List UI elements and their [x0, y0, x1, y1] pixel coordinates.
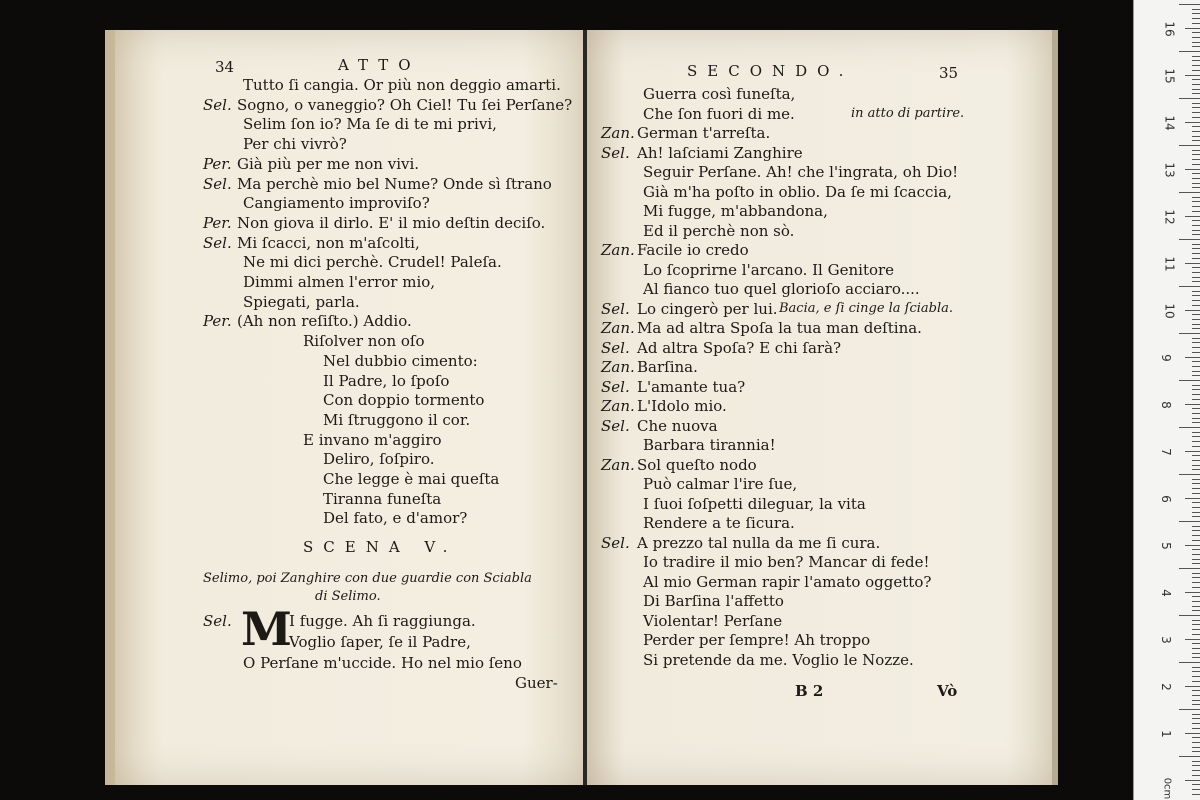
ruler-tick: [1179, 474, 1200, 475]
verse-line: (Ah non reſiſto.) Addio.: [237, 312, 412, 331]
ruler-tick: [1192, 220, 1200, 221]
verse-line: Violentar! Perſane: [643, 611, 783, 630]
speaker-label: Per.: [203, 154, 232, 173]
ruler-tick: [1192, 234, 1200, 235]
verse-line: L'Idolo mio.: [637, 397, 727, 415]
verse-line: Barſina.: [637, 358, 698, 376]
ruler-number: 8: [1158, 401, 1173, 409]
stage-direction: in atto di partire.: [851, 105, 965, 121]
ruler-tick: [1192, 441, 1200, 442]
verse-line: Sogno, o vaneggio? Oh Ciel! Tu ſei Perſane?: [237, 95, 573, 114]
ruler-tick: [1192, 361, 1200, 362]
verse-line: Guerra così funeſta,: [643, 85, 796, 103]
ruler-tick: [1192, 338, 1200, 339]
ruler-tick: [1192, 695, 1200, 696]
ruler-tick: [1192, 657, 1200, 658]
verse-line: O Perſane m'uccide. Ho nel mio ſeno: [243, 654, 522, 672]
ruler-tick: [1192, 230, 1200, 231]
ruler-unit-label: 0cm: [1161, 777, 1173, 800]
ruler-tick: [1192, 206, 1200, 207]
ruler-tick: [1185, 28, 1200, 29]
ruler-tick: [1192, 244, 1200, 245]
ruler-tick: [1185, 216, 1200, 217]
ruler-tick: [1192, 371, 1200, 372]
ruler-number: 3: [1158, 636, 1173, 644]
ruler-tick: [1179, 286, 1200, 287]
catchword: Vò: [937, 682, 958, 700]
verse-line: Ma perchè mio bel Nume? Onde sì ſtrano: [237, 174, 552, 193]
ruler-tick: [1192, 399, 1200, 400]
verse-line: Tutto ſi cangia. Or più non deggio amarti.: [243, 76, 561, 94]
verse-line: I ſuoi ſoſpetti dileguar, la vita: [643, 494, 866, 513]
verse-line: German t'arreſta.: [637, 124, 771, 142]
ruler-tick: [1192, 789, 1200, 790]
ruler-tick: [1192, 197, 1200, 198]
ruler-tick: [1192, 408, 1200, 409]
verse-line: Lo ſcoprirne l'arcano. Il Genitore: [643, 260, 895, 279]
verse-line: Non giova il dirlo. E' il mio deſtin deciſo.: [237, 213, 546, 232]
ruler-tick: [1192, 700, 1200, 701]
speaker-label: Sel.: [601, 143, 630, 162]
ruler-tick: [1192, 164, 1200, 165]
ruler-tick: [1192, 300, 1200, 301]
speaker-label: Zan.: [601, 358, 635, 376]
scene-heading: SCENA V.: [303, 538, 458, 556]
ruler-number: 5: [1158, 542, 1173, 550]
ruler-tick: [1192, 347, 1200, 348]
ruler-tick: [1185, 169, 1200, 170]
ruler-tick: [1192, 248, 1200, 249]
ruler-tick: [1192, 723, 1200, 724]
verse-line: E invano m'aggiro: [303, 430, 442, 449]
verse-line: Mi ſcacci, non m'aſcolti,: [237, 233, 420, 252]
ruler-tick: [1192, 610, 1200, 611]
ruler-tick: [1192, 258, 1200, 259]
ruler-tick: [1192, 112, 1200, 113]
ruler-tick: [1192, 794, 1200, 795]
ruler-tick: [1192, 671, 1200, 672]
verse-line: Seguir Perſane. Ah! che l'ingrata, oh Dio!: [643, 163, 959, 181]
verse-line: Per chi vivrò?: [243, 135, 347, 154]
ruler-tick: [1192, 79, 1200, 80]
ruler-tick: [1185, 310, 1200, 311]
ruler-tick: [1192, 56, 1200, 57]
ruler-tick: [1192, 601, 1200, 602]
ruler-tick: [1192, 507, 1200, 508]
verse-line: Tiranna funeſta: [323, 489, 442, 508]
verse-line: Barbara tirannia!: [643, 436, 776, 454]
stage-direction: di Selimo.: [315, 589, 381, 604]
verse-line: Mi ſtruggono il cor.: [323, 410, 471, 429]
ruler-tick: [1192, 483, 1200, 484]
verse-line: Deliro, ſoſpiro.: [323, 450, 435, 469]
ruler-tick: [1192, 648, 1200, 649]
ruler-tick: [1185, 122, 1200, 123]
ruler-tick: [1192, 117, 1200, 118]
ruler-tick: [1192, 493, 1200, 494]
ruler-number: 11: [1162, 256, 1177, 272]
speaker-label: Sel.: [203, 233, 232, 252]
speaker-label: Sel.: [203, 95, 232, 114]
ruler-tick: [1192, 761, 1200, 762]
ruler-tick: [1192, 516, 1200, 517]
catchword: Guer-: [515, 674, 558, 692]
ruler-tick: [1192, 488, 1200, 489]
ruler-tick: [1192, 526, 1200, 527]
ruler-tick: [1192, 314, 1200, 315]
verse-line: Ah! laſciami Zanghire: [637, 143, 803, 162]
ruler-tick: [1192, 784, 1200, 785]
ruler-tick: [1192, 549, 1200, 550]
ruler-tick: [1192, 267, 1200, 268]
ruler-tick: [1192, 653, 1200, 654]
speaker-label: Zan.: [601, 455, 635, 474]
speaker-label: Zan.: [601, 241, 635, 259]
ruler-tick: [1192, 535, 1200, 536]
ruler-tick: [1192, 436, 1200, 437]
measurement-ruler: [1133, 0, 1200, 800]
ruler-tick: [1192, 187, 1200, 188]
speaker-label: Sel.: [601, 533, 630, 552]
ruler-tick: [1185, 592, 1200, 593]
running-head-right: SECONDO.: [687, 62, 854, 80]
ruler-tick: [1192, 89, 1200, 90]
ruler-tick: [1192, 385, 1200, 386]
verse-line: I fugge. Ah ſi raggiunga.: [289, 612, 476, 630]
ruler-tick: [1192, 13, 1200, 14]
ruler-tick: [1192, 742, 1200, 743]
ruler-tick: [1179, 333, 1200, 334]
signature-mark: B 2: [795, 682, 824, 700]
verse-line: Perder per ſempre! Ah troppo: [643, 631, 871, 649]
ruler-tick: [1179, 4, 1200, 5]
verse-line: Con doppio tormento: [323, 391, 485, 410]
ruler-tick: [1192, 9, 1200, 10]
verse-line: Ma ad altra Spoſa la tua man deſtina.: [637, 319, 922, 337]
ruler-tick: [1192, 159, 1200, 160]
page-number-left: 34: [215, 58, 235, 76]
ruler-tick: [1192, 690, 1200, 691]
speaker-label: Sel.: [601, 377, 630, 396]
ruler-tick: [1192, 624, 1200, 625]
ruler-tick: [1192, 469, 1200, 470]
ruler-tick: [1192, 32, 1200, 33]
ruler-tick: [1192, 342, 1200, 343]
ruler-tick: [1192, 629, 1200, 630]
ruler-tick: [1192, 559, 1200, 560]
speaker-label: Sel.: [601, 299, 630, 318]
ruler-tick: [1192, 93, 1200, 94]
ruler-tick: [1192, 573, 1200, 574]
ruler-tick: [1192, 178, 1200, 179]
ruler-tick: [1192, 413, 1200, 414]
ruler-tick: [1192, 201, 1200, 202]
verse-line: Che ſon fuori di me.: [643, 104, 795, 123]
ruler-tick: [1192, 103, 1200, 104]
speaker-label: Zan.: [601, 124, 635, 142]
ruler-tick: [1192, 70, 1200, 71]
ruler-tick: [1192, 643, 1200, 644]
ruler-tick: [1192, 634, 1200, 635]
verse-line: Riſolver non oſo: [303, 332, 425, 351]
ruler-number: 10: [1162, 303, 1177, 319]
ruler-tick: [1192, 704, 1200, 705]
ruler-tick: [1192, 751, 1200, 752]
ruler-tick: [1192, 140, 1200, 141]
ruler-tick: [1192, 676, 1200, 677]
verse-line: Selim ſon io? Ma ſe di te mi privi,: [243, 115, 497, 134]
ruler-tick: [1192, 46, 1200, 47]
ruler-tick: [1192, 84, 1200, 85]
ruler-tick: [1192, 23, 1200, 24]
ruler-tick: [1192, 582, 1200, 583]
verse-line: Mi fugge, m'abbandona,: [643, 202, 828, 220]
ruler-tick: [1192, 324, 1200, 325]
ruler-tick: [1179, 145, 1200, 146]
ruler-tick: [1192, 681, 1200, 682]
ruler-number: 16: [1162, 21, 1177, 37]
verse-line: Può calmar l'ire ſue,: [643, 475, 798, 493]
ruler-tick: [1192, 728, 1200, 729]
ruler-tick: [1192, 512, 1200, 513]
ruler-tick: [1192, 460, 1200, 461]
ruler-tick: [1179, 662, 1200, 663]
ruler-tick: [1192, 418, 1200, 419]
ruler-tick: [1192, 295, 1200, 296]
ruler-number: 13: [1162, 162, 1177, 178]
ruler-tick: [1192, 502, 1200, 503]
ruler-tick: [1192, 446, 1200, 447]
ruler-tick: [1192, 606, 1200, 607]
ruler-tick: [1179, 380, 1200, 381]
page-number-right: 35: [939, 64, 959, 82]
ruler-tick: [1192, 389, 1200, 390]
verse-line: Si pretende da me. Voglio le Nozze.: [643, 650, 914, 669]
ruler-tick: [1192, 37, 1200, 38]
speaker-label: Zan.: [601, 319, 635, 337]
right-page: [587, 30, 1058, 785]
ruler-number: 6: [1158, 495, 1173, 503]
ruler-tick: [1185, 357, 1200, 358]
ruler-tick: [1192, 225, 1200, 226]
verse-line: Che legge è mai queſta: [323, 470, 500, 488]
ruler-number: 2: [1158, 683, 1173, 691]
ruler-tick: [1179, 568, 1200, 569]
ruler-tick: [1192, 667, 1200, 668]
ruler-tick: [1192, 455, 1200, 456]
ruler-tick: [1179, 51, 1200, 52]
ruler-tick: [1192, 131, 1200, 132]
ruler-tick: [1192, 465, 1200, 466]
ruler-tick: [1192, 173, 1200, 174]
ruler-number: 9: [1158, 354, 1173, 362]
verse-line: Già più per me non vivi.: [237, 154, 420, 173]
ruler-tick: [1185, 451, 1200, 452]
speaker-label: Sel.: [601, 338, 630, 357]
ruler-number: 14: [1162, 115, 1177, 131]
verse-line: Rendere a te ſicura.: [643, 514, 795, 532]
verse-line: A prezzo tal nulla da me ſi cura.: [637, 533, 881, 552]
speaker-label: Per.: [203, 213, 232, 232]
ruler-tick: [1192, 211, 1200, 212]
ruler-number: 1: [1158, 730, 1173, 738]
ruler-tick: [1192, 530, 1200, 531]
ruler-tick: [1185, 75, 1200, 76]
open-book: [105, 30, 1055, 785]
ruler-tick: [1192, 479, 1200, 480]
speaker-label: Sel.: [203, 612, 232, 630]
ruler-tick: [1192, 432, 1200, 433]
ruler-tick: [1192, 272, 1200, 273]
verse-line: Voglio ſaper, ſe il Padre,: [289, 633, 471, 651]
ruler-number: 15: [1162, 68, 1177, 84]
ruler-tick: [1192, 394, 1200, 395]
verse-line: Di Barſina l'affetto: [643, 592, 784, 610]
ruler-tick: [1192, 150, 1200, 151]
ruler-tick: [1185, 404, 1200, 405]
verse-line: Nel dubbio cimento:: [323, 351, 478, 370]
ruler-tick: [1192, 60, 1200, 61]
verse-line: Già m'ha poſto in oblio. Da ſe mi ſcaccia,: [643, 182, 952, 201]
ruler-tick: [1185, 263, 1200, 264]
ruler-tick: [1192, 319, 1200, 320]
ruler-tick: [1179, 427, 1200, 428]
verse-line: Dimmi almen l'error mio,: [243, 273, 436, 291]
ruler-tick: [1192, 563, 1200, 564]
ruler-tick: [1192, 281, 1200, 282]
verse-line: Al mio German rapir l'amato oggetto?: [643, 572, 932, 591]
running-head-left: ATTO: [338, 56, 421, 74]
speaker-label: Sel.: [203, 174, 232, 193]
ruler-tick: [1192, 107, 1200, 108]
ruler-tick: [1192, 620, 1200, 621]
ruler-tick: [1185, 545, 1200, 546]
ruler-tick: [1192, 305, 1200, 306]
ruler-tick: [1192, 253, 1200, 254]
ruler-tick: [1192, 366, 1200, 367]
ruler-tick: [1192, 18, 1200, 19]
verse-line: Cangiamento improviſo?: [243, 194, 430, 213]
verse-line: Ne mi dici perchè. Crudel! Paleſa.: [243, 253, 502, 272]
ruler-tick: [1179, 615, 1200, 616]
ruler-tick: [1192, 328, 1200, 329]
ruler-tick: [1192, 291, 1200, 292]
ruler-tick: [1185, 733, 1200, 734]
ruler-tick: [1192, 737, 1200, 738]
ruler-tick: [1185, 686, 1200, 687]
ruler-tick: [1185, 639, 1200, 640]
ruler-tick: [1192, 65, 1200, 66]
ruler-tick: [1192, 770, 1200, 771]
ruler-tick: [1192, 747, 1200, 748]
verse-line: Lo cingerò per lui.: [637, 299, 778, 318]
ruler-tick: [1179, 756, 1200, 757]
stage-direction: Bacia, e ſi cinge la ſciabla.: [779, 300, 954, 316]
ruler-tick: [1192, 375, 1200, 376]
ruler-tick: [1192, 587, 1200, 588]
ruler-tick: [1185, 780, 1200, 781]
verse-line: Facile io credo: [637, 241, 749, 259]
ruler-tick: [1192, 540, 1200, 541]
speaker-label: Zan.: [601, 397, 635, 415]
stage-direction: Selimo, poi Zanghire con due guardie con Sciabla: [203, 571, 532, 586]
ruler-tick: [1192, 352, 1200, 353]
speaker-label: Sel.: [601, 416, 630, 435]
verse-line: L'amante tua?: [637, 377, 746, 396]
ruler-tick: [1179, 192, 1200, 193]
verse-line: Del fato, e d'amor?: [323, 509, 468, 528]
drop-cap: M: [241, 602, 292, 656]
ruler-tick: [1192, 577, 1200, 578]
verse-line: Ed il perchè non sò.: [643, 221, 795, 240]
ruler-tick: [1192, 596, 1200, 597]
ruler-tick: [1192, 42, 1200, 43]
ruler-tick: [1192, 154, 1200, 155]
ruler-tick: [1192, 775, 1200, 776]
verse-line: Al fianco tuo quel glorioſo acciaro....: [643, 280, 920, 298]
ruler-tick: [1179, 98, 1200, 99]
speaker-label: Per.: [203, 312, 232, 331]
ruler-tick: [1192, 183, 1200, 184]
verse-line: Ad altra Spoſa? E chi ſarà?: [637, 338, 842, 357]
ruler-tick: [1185, 498, 1200, 499]
verse-line: Sol queſto nodo: [637, 455, 757, 474]
ruler-tick: [1192, 765, 1200, 766]
ruler-tick: [1192, 718, 1200, 719]
verse-line: Il Padre, lo ſpoſo: [323, 371, 450, 390]
ruler-tick: [1192, 714, 1200, 715]
verse-line: Io tradire il mio ben? Mancar di fede!: [643, 553, 930, 571]
ruler-tick: [1192, 422, 1200, 423]
ruler-tick: [1192, 136, 1200, 137]
verse-line: Che nuova: [637, 416, 718, 435]
ruler-tick: [1179, 709, 1200, 710]
ruler-tick: [1179, 521, 1200, 522]
ruler-tick: [1192, 126, 1200, 127]
ruler-tick: [1179, 239, 1200, 240]
ruler-tick: [1192, 554, 1200, 555]
ruler-number: 4: [1158, 589, 1173, 597]
ruler-number: 7: [1158, 448, 1173, 456]
left-page: [105, 30, 595, 785]
verse-line: Spiegati, parla.: [243, 292, 360, 311]
ruler-number: 12: [1162, 209, 1177, 225]
ruler-tick: [1192, 277, 1200, 278]
